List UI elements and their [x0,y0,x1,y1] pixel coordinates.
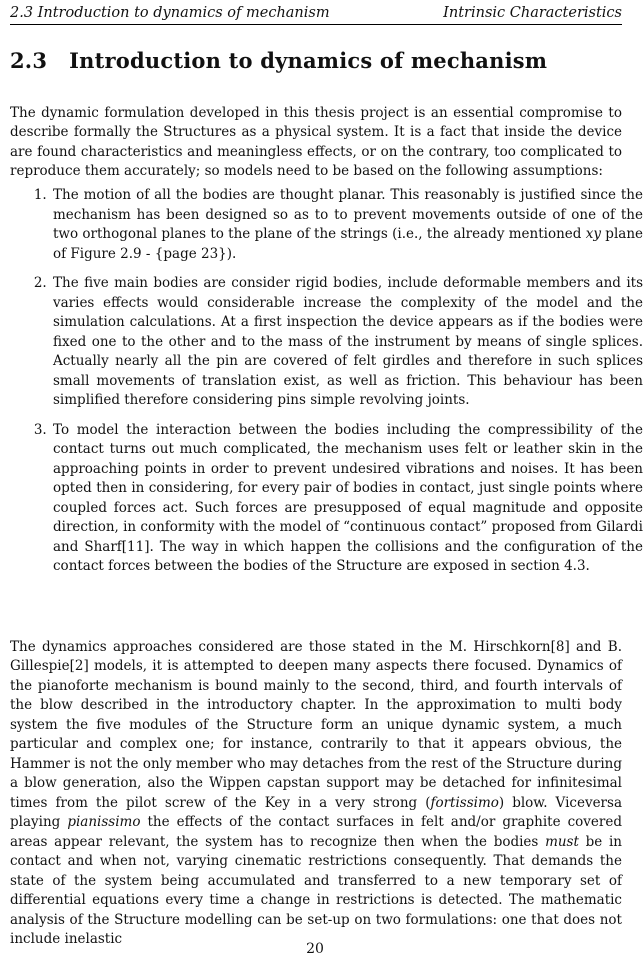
header-chapter-label: Intrinsic Characteristics [443,5,622,21]
assumption-text: The five main bodies are consider rigid bodies, include deformable members and its varies effects would considerable increase the complexity of the model and the simulation calculations. At a first inspection the device appears as if the bodies were fixed one to the other and to the mass of the instrument by means of single splices. Actually nearly all the pin are covered of felt girdles and therefore in such splices small movements of translation exist, as well as friction. This behaviour has been simplified therefore considering pins simple revolving joints. [53,275,643,408]
assumption-emphasis: xy [585,226,601,242]
assumption-text: plane of Figure 2.9 - {page 23}). [53,226,643,262]
intro-paragraph: The dynamic formulation developed in this thesis project is an essential compromise to describe formally the Structures as a physical system. It is a fact that inside the device are found characteristics and meaningless effects, or on the contrary, too complicated to reproduce them accurately; so models need to be based on the following assumptions: [10,104,622,179]
assumption-item [51,421,643,577]
assumption-item [51,274,643,411]
body-text: be in contact and when not, varying cinematic restrictions consequently. That demands the state of the system being accumulated and transferred to a new temporary set of differential equations every time a change in restrictions is detected. The mathematic analysis of the Structure modelling can be set-up on two formulations: one that does not include inelastic [10,833,622,947]
body-text: the effects of the contact surfaces in felt and/or graphite covered areas appear relevant, the system has to recognize then when the bodies [10,814,622,850]
page-number: 20 [306,941,324,957]
body-text: ) blow. Viceversa playing [10,794,622,830]
body-emphasis: pianissimo [67,814,141,830]
assumption-text: The motion of all the bodies are thought planar. This reasonably is justified since the mechanism has been designed so as to to prevent movements outside of one of the two orthogonal planes to the plane of the strings (i.e., the already mentioned [53,187,643,242]
body-text: The dynamics approaches considered are those stated in the M. Hirschkorn[8] and B. Gillespie[2] models, it is attempted to deepen many aspects there focused. Dynamics of the pianoforte mechanism is bound mainly to the second, third, and fourth intervals of the blow described in the introductory chapter. In the approximation to multi body system the five modules of the Structure form an unique dynamic system, a much particular and complex one; for instance, contrarily to that it appears obvious, the Hammer is not the only member who may detaches from the rest of the Structure during a blow generation, also the Wippen capstan support may be detached for infinitesimal times from the pilot screw of the Key in a very strong ( [10,638,622,811]
assumption-text: To model the interaction between the bodies including the compressibility of the contact turns out much complicated, the mechanism uses felt or leather skin in the approaching points in order to prevent undesired vibrations and noises. It has been opted then in considering, for every pair of bodies in contact, just single points where coupled forces act. Such forces are presupposed of equal magnitude and opposite direction, in conformity with the model of “continuous contact” proposed from Gilardi and Sharf[11]. The way in which happen the collisions and the configuration of the contact forces between the bodies of the Structure are exposed in section 4.3. [53,421,643,574]
assumption-item [51,186,643,264]
section-heading [10,48,547,73]
body-emphasis: must [545,833,579,850]
body-emphasis: fortissimo [430,794,499,811]
running-header [10,2,622,25]
assumptions-list [30,186,643,587]
section-title: Introduction to dynamics of mechanism [69,48,548,73]
body-paragraph [10,638,622,950]
section-number: 2.3 [10,48,48,73]
header-section-label: 2.3 Introduction to dynamics of mechanism [10,5,330,21]
